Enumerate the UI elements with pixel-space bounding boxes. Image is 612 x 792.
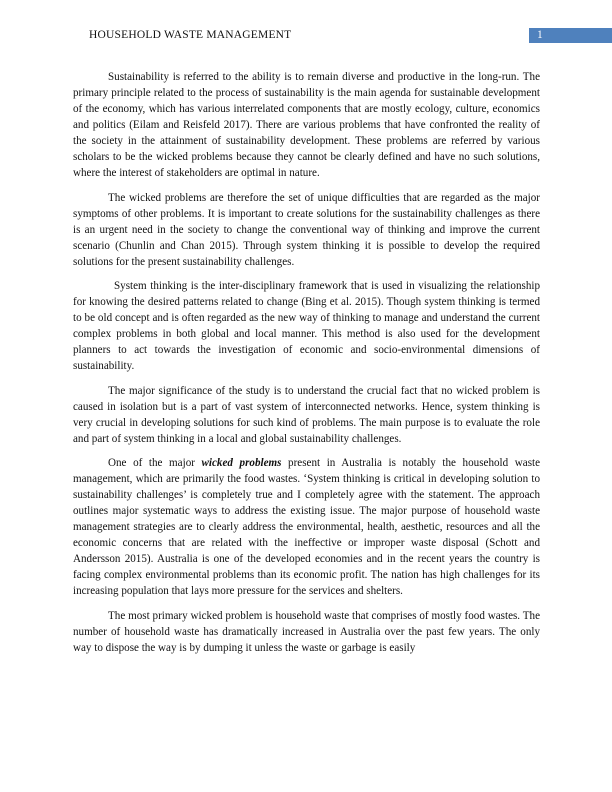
running-head: HOUSEHOLD WASTE MANAGEMENT <box>89 29 292 41</box>
paragraph-1: Sustainability is referred to the ability is to remain diverse and productive in the long-run. The primary principle related to the process of sustainability is the main agenda for sustainable development of the economy, which has various interrelated components that are mostly ecology, culture, economics and politics (Eilam and Reisfeld 2017). There are various problems that have confronted the reality of the society in the attainment of sustainability development. These problems are referred by various scholars to be the wicked problems because they cannot be clearly defined and have no such solutions, where the interest of stakeholders are optimal in nature. <box>73 71 540 179</box>
page-header <box>0 0 612 60</box>
emphasis-wicked-problems: wicked problems <box>201 457 282 469</box>
page-number: 1 <box>537 29 543 41</box>
document-body <box>73 69 540 664</box>
page-number-box <box>529 28 612 43</box>
paragraph-5 <box>73 455 540 599</box>
paragraph-3: System thinking is the inter-disciplinary framework that is used in visualizing the relationship for knowing the desired patterns related to change (Bing et al. 2015). Though system thinking is termed to be old concept and is often regarded as the new way of thinking to manage and understand the current complex problems in both global and local manner. This method is also used for the development planners to act towards the investigation of economic and socio-environmental dimensions of sustainability. <box>73 280 540 372</box>
paragraph-4: The major significance of the study is to understand the crucial fact that no wicked problem is caused in isolation but is a part of vast system of interconnected networks. Hence, system thinking is very crucial in developing solutions for such kind of problems. The main purpose is to evaluate the role and part of system thinking in a local and global sustainability challenges. <box>73 384 540 445</box>
paragraph-6: The most primary wicked problem is household waste that comprises of mostly food wastes. The number of household waste has dramatically increased in Australia over the past few years. The only way to dispose the way is by dumping it unless the waste or garbage is easily <box>73 609 540 654</box>
paragraph-2: The wicked problems are therefore the set of unique difficulties that are regarded as the major symptoms of other problems. It is important to create solutions for the sustainability challenges as there is an urgent need in the society to change the conventional way of thinking and improve the current scenario (Chunlin and Chan 2015). Through system thinking it is possible to develop the required solutions for the present sustainability challenges. <box>73 191 540 268</box>
paragraph-5-lead: One of the major <box>108 457 202 469</box>
paragraph-5-rest: present in Australia is notably the household waste management, which are primarily the food wastes. ‘System thinking is critical in developing solution to sustainability challenges’ is completely true and I completely agree with the statement. The approach outlines major systematic ways to address the existing issue. The major purpose of household waste management strategies are to clearly address the environmental, health, aesthetic, resources and all the economic concerns that are related with the ineffective or improper waste disposal (Schott and Andersson 2015). Australia is one of the developed economies and in the recent years the country is facing complex environmental problems than its economic profit. The nation has high challenges for its increasing population that lays more pressure for the services and shelters. <box>73 457 541 597</box>
